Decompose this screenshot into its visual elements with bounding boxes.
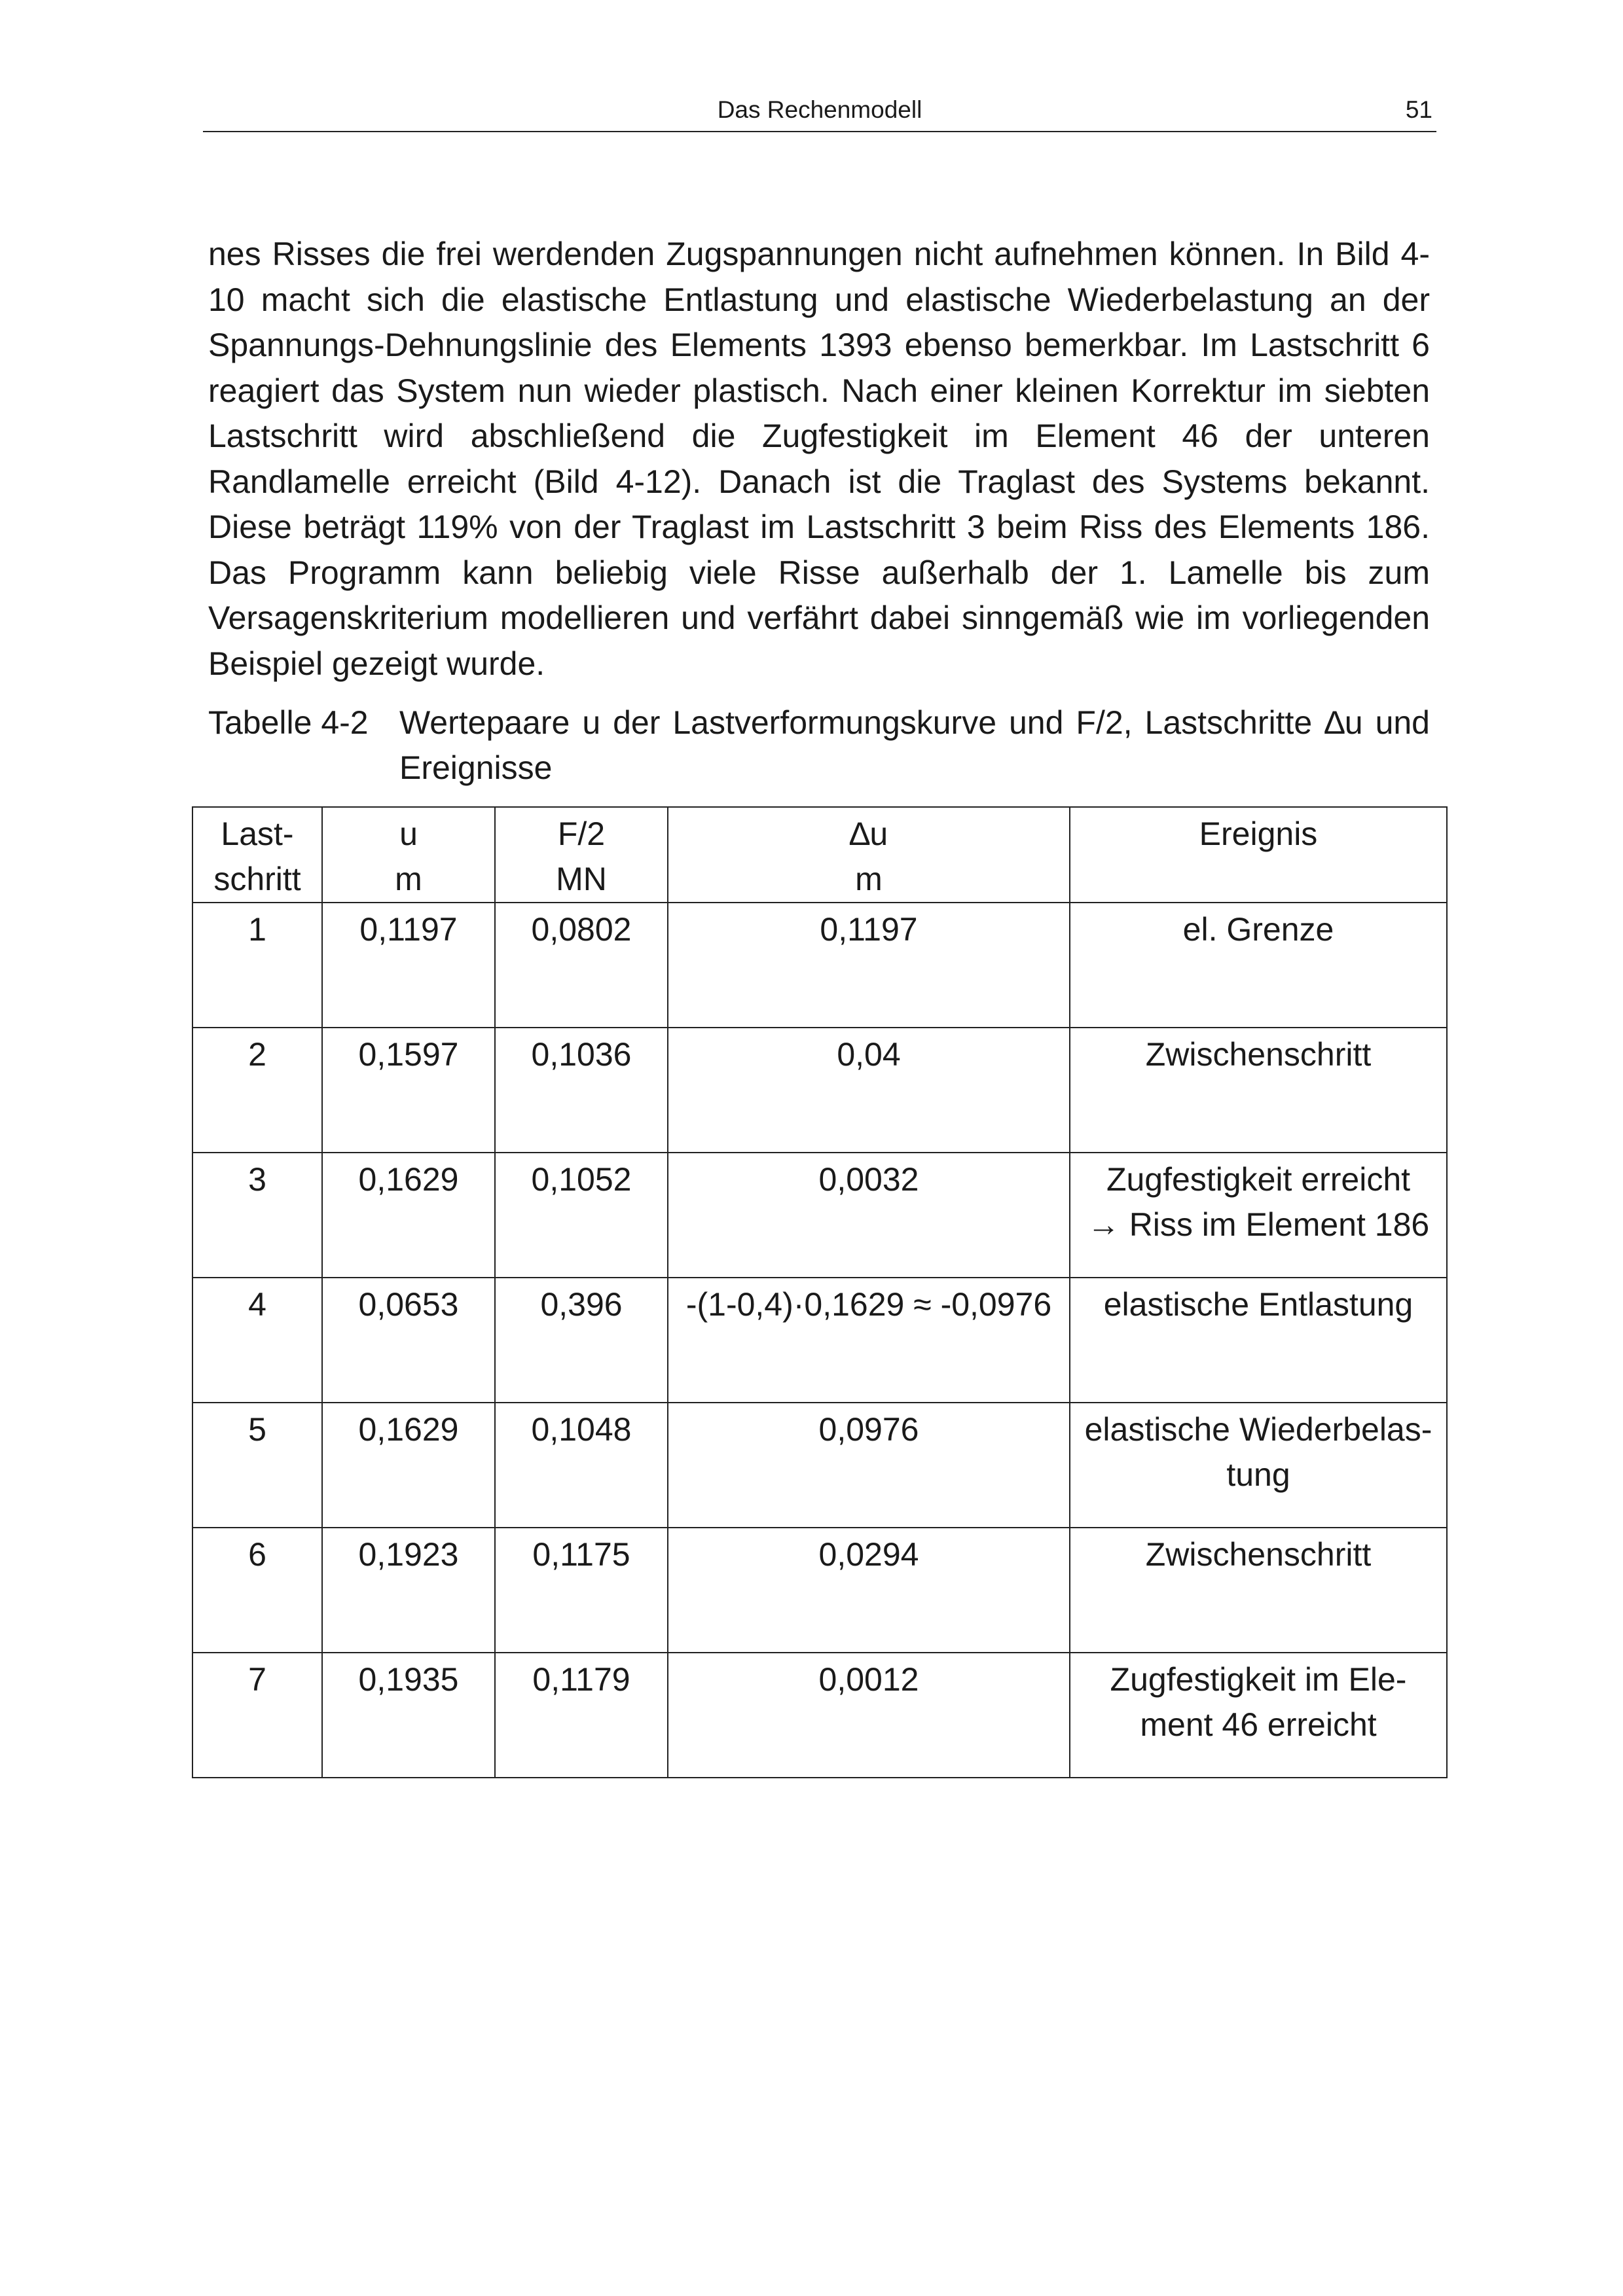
cell-step: 1: [192, 903, 322, 1028]
header-label: Ereignis: [1199, 816, 1318, 852]
cell-u: 0,1629: [322, 1153, 495, 1278]
cell-event: [1070, 1403, 1447, 1528]
header-cell-step: [192, 807, 322, 903]
header-cell-event: [1070, 807, 1447, 903]
event-line: Zwischenschritt: [1145, 1536, 1372, 1573]
header-label: ∆u: [849, 816, 888, 852]
event-line: Zugfestigkeit erreicht: [1106, 1161, 1411, 1198]
event-line: → Riss im Element 186: [1087, 1206, 1430, 1243]
header-unit: schritt: [213, 861, 301, 897]
cell-step: 3: [192, 1153, 322, 1278]
cell-f2: 0,1048: [495, 1403, 668, 1528]
cell-u: 0,0653: [322, 1278, 495, 1403]
cell-du: -(1-0,4)·0,1629 ≈ -0,0976: [668, 1278, 1070, 1403]
event-line: el. Grenze: [1182, 911, 1334, 948]
table-row: [192, 1653, 1447, 1778]
header-cell-u: [322, 807, 495, 903]
cell-f2: 0,0802: [495, 903, 668, 1028]
table-header-row: [192, 807, 1447, 903]
cell-u: 0,1923: [322, 1528, 495, 1653]
table-row: [192, 903, 1447, 1028]
cell-f2: 0,1175: [495, 1528, 668, 1653]
cell-u: 0,1629: [322, 1403, 495, 1528]
cell-step: 4: [192, 1278, 322, 1403]
table-caption-label: Tabelle 4-2: [208, 704, 369, 741]
header-label: u: [399, 816, 418, 852]
cell-u: 0,1935: [322, 1653, 495, 1778]
cell-step: 7: [192, 1653, 322, 1778]
header-label: F/2: [557, 816, 606, 852]
table-caption-text: Wertepaare u der Lastverformungskurve und F/2, Lastschritte ∆u und Ereignisse: [399, 704, 1430, 786]
table-row: [192, 1028, 1447, 1153]
header-cell-du: [668, 807, 1070, 903]
cell-event: [1070, 1028, 1447, 1153]
table-row: [192, 1403, 1447, 1528]
cell-du: 0,0976: [668, 1403, 1070, 1528]
cell-du: 0,0032: [668, 1153, 1070, 1278]
cell-du: 0,1197: [668, 903, 1070, 1028]
event-line: ment 46 erreicht: [1140, 1706, 1377, 1743]
cell-event: [1070, 1528, 1447, 1653]
header-unit: MN: [556, 861, 607, 897]
page-number: 51: [1405, 96, 1432, 123]
header-label: Last-: [221, 816, 294, 852]
results-table: [192, 806, 1448, 1778]
running-title: Das Rechenmodell: [717, 96, 922, 123]
table-row: [192, 1528, 1447, 1653]
event-line: Zwischenschritt: [1145, 1036, 1372, 1073]
header-unit: m: [855, 861, 883, 897]
event-line: elastische Wiederbelas-: [1084, 1411, 1432, 1448]
cell-event: [1070, 903, 1447, 1028]
cell-u: 0,1597: [322, 1028, 495, 1153]
cell-step: 5: [192, 1403, 322, 1528]
page-header: [203, 93, 1436, 132]
cell-f2: 0,396: [495, 1278, 668, 1403]
event-line: tung: [1226, 1456, 1290, 1493]
header-unit: m: [395, 861, 422, 897]
cell-f2: 0,1052: [495, 1153, 668, 1278]
cell-f2: 0,1179: [495, 1653, 668, 1778]
cell-u: 0,1197: [322, 903, 495, 1028]
cell-event: [1070, 1153, 1447, 1278]
cell-du: 0,0012: [668, 1653, 1070, 1778]
event-line: elastische Entlastung: [1103, 1286, 1413, 1323]
header-cell-f2: [495, 807, 668, 903]
body-paragraph: nes Risses die frei werdenden Zugspannungen nicht aufnehmen können. In Bild 4-10 macht sich die elastische Entlastung und elastische Wiederbelastung an der Spannungs-Dehnungslinie des Elements 1393 ebenso bemerkbar. Im Lastschritt 6 reagiert das System nun wieder plastisch. Nach einer kleinen Korrektur im siebten Lastschritt wird abschließend die Zugfestigkeit im Element 46 der unteren Randlamelle erreicht (Bild 4-12). Danach ist die Traglast des Systems bekannt. Diese beträgt 119% von der Traglast im Lastschritt 3 beim Riss des Elements 186. Das Programm kann beliebig viele Risse außerhalb der 1. Lamelle bis zum Versagenskriterium modellieren und verfährt dabei sinngemäß wie im vorliegenden Beispiel gezeigt wurde.: [208, 236, 1430, 682]
cell-du: 0,04: [668, 1028, 1070, 1153]
cell-du: 0,0294: [668, 1528, 1070, 1653]
table-row: [192, 1153, 1447, 1278]
table-row: [192, 1278, 1447, 1403]
cell-event: [1070, 1653, 1447, 1778]
cell-event: [1070, 1278, 1447, 1403]
cell-step: 6: [192, 1528, 322, 1653]
event-line: Zugfestigkeit im Ele-: [1110, 1661, 1407, 1698]
cell-step: 2: [192, 1028, 322, 1153]
cell-f2: 0,1036: [495, 1028, 668, 1153]
